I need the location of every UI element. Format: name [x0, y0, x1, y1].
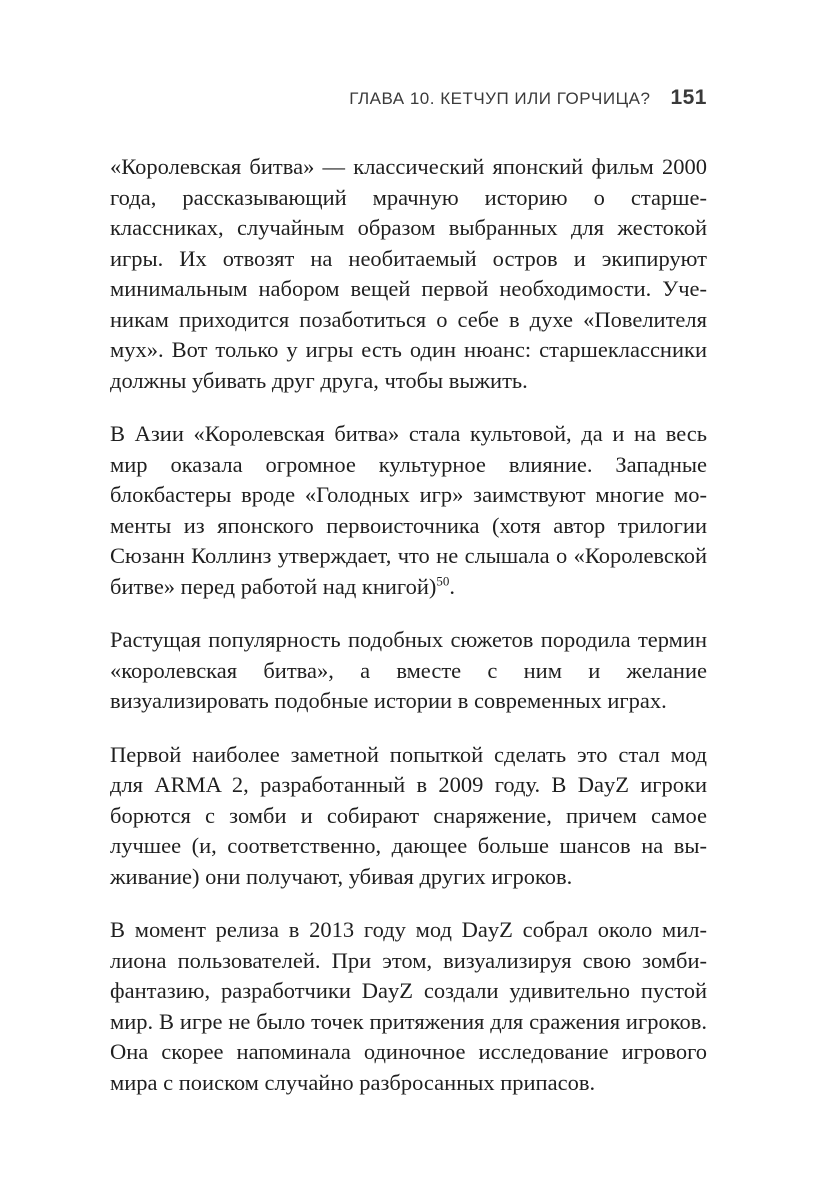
chapter-title: ГЛАВА 10. КЕТЧУП ИЛИ ГОРЧИЦА?: [349, 89, 651, 108]
paragraph-2: [110, 419, 707, 602]
paragraph-5: В момент релиза в 2013 году мод DayZ собрал около миллиона пользователей. При этом, визуализируя свою зомбифантазию, разработчики DayZ создали удивительно пустой мир. В игре не было точек притяжения для сражения игроков. Она скорее напоминала одиночное исследование игрового мира с поиском случайно разбросанных припасов.: [110, 917, 707, 1095]
body-text: [110, 152, 707, 1121]
paragraph-2-text: В Азии «Королевская битва» стала культовой, да и на весь мир оказала огромное культурное влияние. Западные блокбастеры вроде «Голодных игр» заимствуют многие моменты из японского первоисточника (хотя автор трилогии Сюзанн Коллинз утверждает, что не слышала о «Королевской битве» перед работой над книгой): [110, 421, 707, 599]
paragraph-4: Первой наиболее заметной попыткой сделать это стал мод для ARMA 2, разработанный в 2009 году. В DayZ игроки борются с зомби и собирают снаряжение, причем самое лучшее (и, соответственно, дающее больше шансов на выживание) они получают, убивая других игроков.: [110, 741, 707, 889]
running-header: [110, 86, 707, 116]
paragraph-2-period: .: [449, 573, 455, 599]
footnote-reference[interactable]: 50: [436, 573, 450, 588]
paragraph-1: «Королевская битва» — классический японский фильм 2000 года, рассказывающий мрачную историю о старшеклассниках, случайным образом выбранных для жестокой игры. Их отвозят на необитаемый остров и экипируют минимальным набором вещей первой необходимости. Ученикам приходится позаботиться о себе в духе «Повелителя мух». Вот только у игры есть один нюанс: старшеклассники должны убивать друг друга, чтобы выжить.: [110, 154, 707, 393]
paragraph-3: Растущая популярность подобных сюжетов породила термин «королевская битва», а вместе с ним и желание визуализировать подобные истории в современных играх.: [110, 627, 707, 713]
page-number: 151: [670, 86, 707, 109]
